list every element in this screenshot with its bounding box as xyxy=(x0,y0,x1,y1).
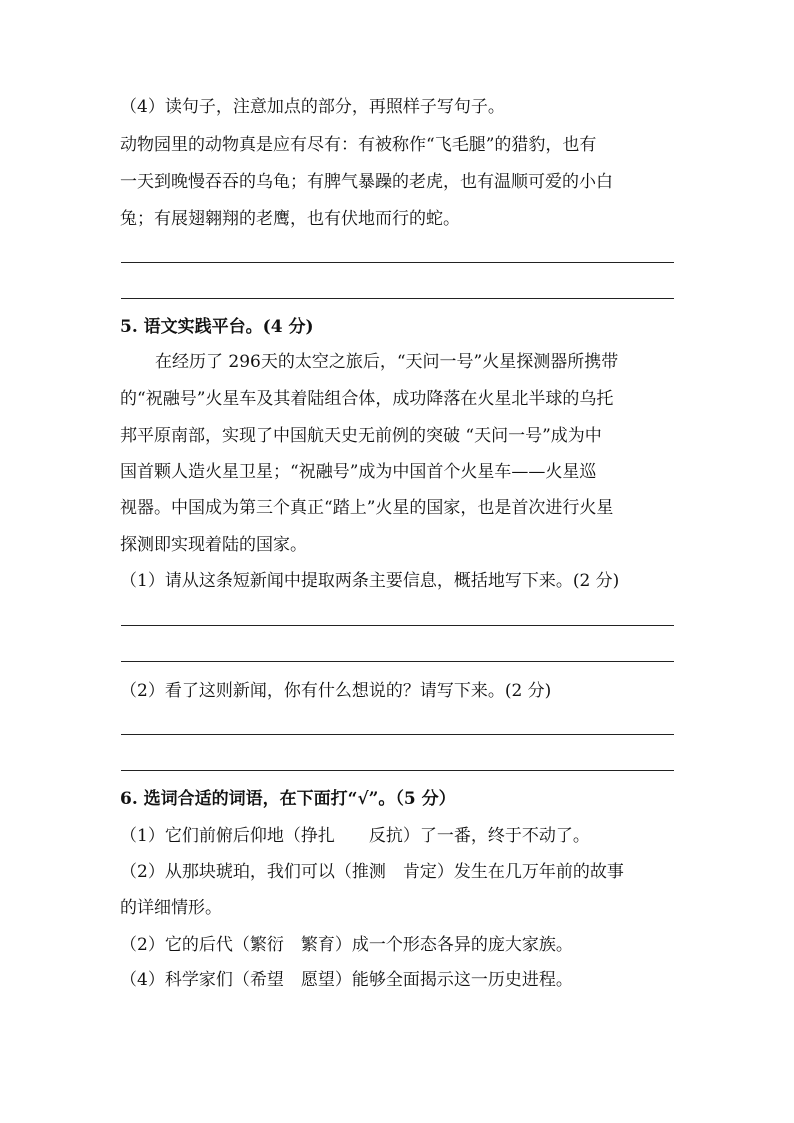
news-line: 探测即实现着陆的国家。 xyxy=(120,535,307,555)
section6-title: 6. 选词合适的词语，在下面打“√”。（5 分） xyxy=(120,789,456,809)
answer-line[interactable] xyxy=(121,661,674,662)
section5-q1: （1）请从这条短新闻中提取两条主要信息，概括地写下来。(2 分) xyxy=(120,571,620,591)
answer-line[interactable] xyxy=(121,625,674,626)
news-line: 在经历了 296天的太空之旅后，“天问一号”火星探测器所携带 xyxy=(155,352,619,372)
answer-line[interactable] xyxy=(121,262,674,263)
section5-q2: （2）看了这则新闻，你有什么想说的？请写下来。(2 分) xyxy=(120,681,552,701)
news-line: 邦平原南部，实现了中国航天史无前例的突破 “天问一号”成为中 xyxy=(120,426,602,446)
q4-passage-line: 兔；有展翅翱翔的老鹰，也有伏地而行的蛇。 xyxy=(120,209,460,229)
section5-title: 5. 语文实践平台。(4 分) xyxy=(120,317,314,337)
news-line: 视器。中国成为第三个真正“踏上”火星的国家，也是首次进行火星 xyxy=(120,498,614,518)
word-choice-item: （2）它的后代（繁衍 繁育）成一个形态各异的庞大家族。 xyxy=(120,935,573,955)
news-line: 国首颗人造火星卫星；“祝融号”成为中国首个火星车——火星巡 xyxy=(120,462,597,482)
answer-line[interactable] xyxy=(121,734,674,735)
q4-prompt: （4）读句子，注意加点的部分，再照样子写句子。 xyxy=(120,97,505,117)
q4-passage-line: 动物园里的动物真是应有尽有：有被称作“飞毛腿”的猎豹，也有 xyxy=(120,135,597,155)
word-choice-item: （4）科学家们（希望 愿望）能够全面揭示这一历史进程。 xyxy=(120,970,573,990)
answer-line[interactable] xyxy=(121,298,674,299)
news-line: 的“祝融号”火星车及其着陆组合体，成功降落在火星北半球的乌托 xyxy=(120,389,614,409)
word-choice-item: （1）它们前俯后仰地（挣扎 反抗）了一番，终于不动了。 xyxy=(120,826,590,846)
word-choice-item: （2）从那块琥珀，我们可以（推测 肯定）发生在几万年前的故事 xyxy=(120,862,624,882)
word-choice-item: 的详细情形。 xyxy=(120,898,222,918)
q4-passage-line: 一天到晚慢吞吞的乌龟；有脾气暴躁的老虎，也有温顺可爱的小白 xyxy=(120,172,613,192)
answer-line[interactable] xyxy=(121,770,674,771)
